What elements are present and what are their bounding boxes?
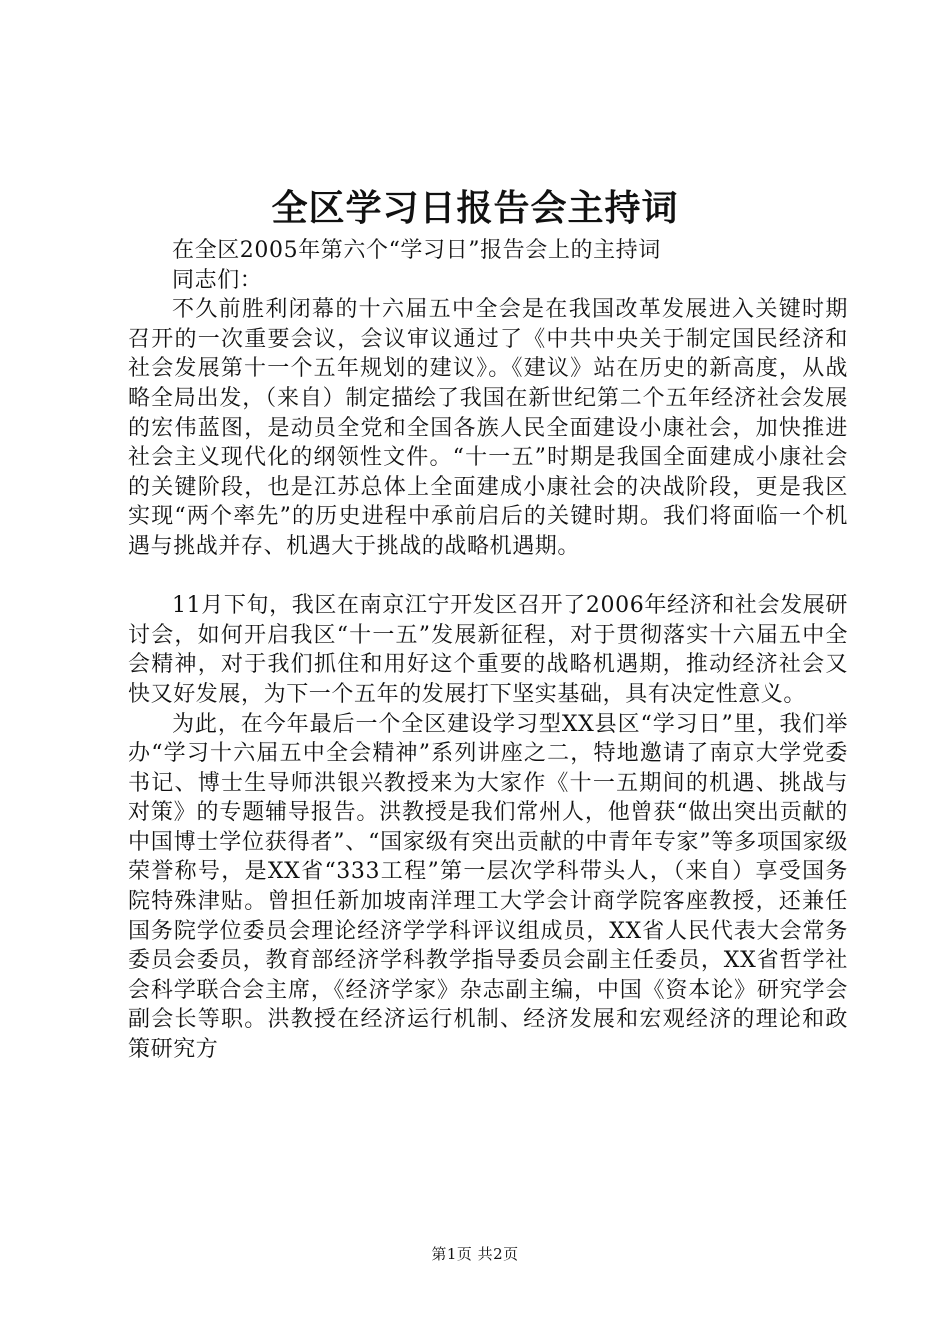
salutation-paragraph: 同志们： bbox=[172, 267, 263, 293]
document-title: 全区学习日报告会主持词 bbox=[271, 187, 679, 229]
body-paragraph: 为此，在今年最后一个全区建设学习型XX县区“学习日”里，我们举办“学习十六届五中全会精神”系列讲座之二，特地邀请了南京大学党委书记、博士生导师洪银兴教授来为大家作《十一五期间的机遇、挑战与对策》的专题辅导报告。洪教授是我们常州人，他曾获“做出突出贡献的中国博士学位获得者”、“国家级有突出贡献的中青年专家”等多项国家级荣誉称号，是XX省“333工程”第一层次学科带头人，（来自）享受国务院特殊津贴。曾担任新加坡南洋理工大学会计商学院客座教授，还兼任国务院学位委员会理论经济学学科评议组成员，XX省人民代表大会常务委员会委员，教育部经济学科教学指导委员会副主任委员，XX省哲学社会科学联合会主席，《经济学家》杂志副主编，中国《资本论》研究学会副会长等职。洪教授在经济运行机制、经济发展和宏观经济的理论和政策研究方 bbox=[128, 711, 848, 1063]
document-body bbox=[128, 236, 848, 1065]
body-paragraph: 11月下旬，我区在南京江宁开发区召开了2006年经济和社会发展研讨会，如何开启我区“十一五”发展新征程，对于贯彻落实十六届五中全会精神，对于我们抓住和用好这个重要的战略机遇期，推动经济社会又快又好发展，为下一个五年的发展打下坚实基础，具有决定性意义。 bbox=[128, 593, 848, 707]
page-number-footer: 第1页 共2页 bbox=[431, 1245, 519, 1263]
subtitle-paragraph: 在全区2005年第六个“学习日”报告会上的主持词 bbox=[172, 238, 661, 263]
body-paragraph: 不久前胜利闭幕的十六届五中全会是在我国改革发展进入关键时期召开的一次重要会议，会议审议通过了《中共中央关于制定国民经济和社会发展第十一个五年规划的建议》。《建议》站在历史的新高度，从战略全局出发，（来自）制定描绘了我国在新世纪第二个五年经济社会发展的宏伟蓝图，是动员全党和全国各族人民全面建设小康社会，加快推进社会主义现代化的纲领性文件。“十一五”时期是我国全面建成小康社会的关键阶段，也是江苏总体上全面建成小康社会的决战阶段，更是我区实现“两个率先”的历史进程中承前启后的关键时期。我们将面临一个机遇与挑战并存、机遇大于挑战的战略机遇期。 bbox=[128, 297, 848, 559]
